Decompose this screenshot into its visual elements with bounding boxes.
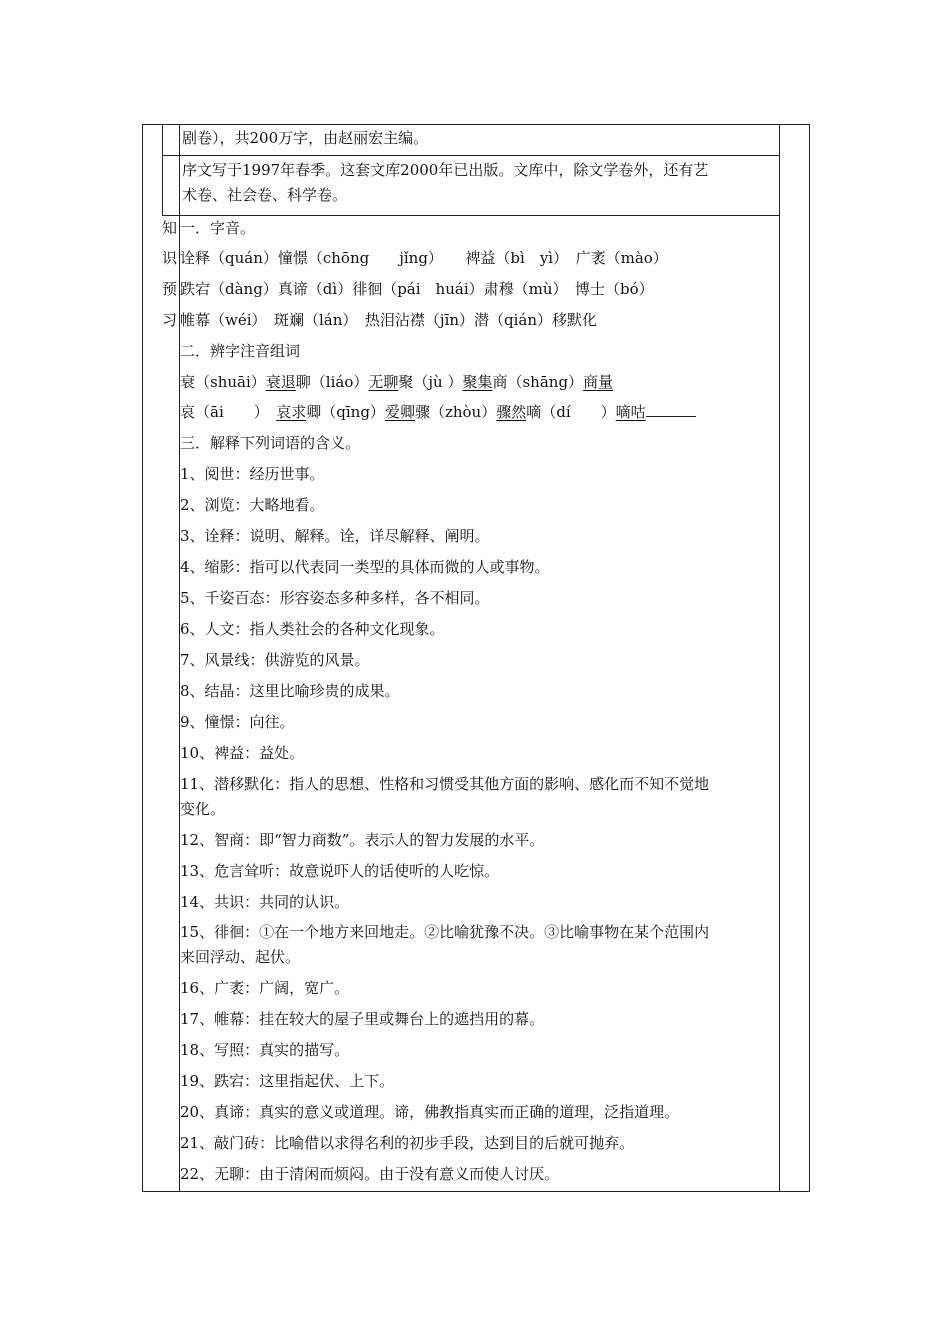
definition-item: 13、危言耸听：故意说吓人的话使听的人吃惊。 — [180, 862, 500, 880]
table-border-top — [142, 124, 810, 125]
answer-blank — [646, 402, 696, 417]
definition-item: 7、风景线：供游览的风景。 — [180, 651, 370, 669]
word-answer: 哀求 — [276, 403, 307, 421]
side-label-char: 知 — [162, 219, 178, 237]
top-row-text: 剧卷），共200万字，由赵丽宏主编。 — [182, 129, 429, 147]
distinguish-row-1 — [180, 372, 613, 392]
char-pinyin: 卿（qīng） — [306, 403, 385, 421]
definition-item: 12、智商：即“智力商数”。表示人的智力发展的水平。 — [180, 831, 545, 849]
pronunciation-row: 跌宕（dàng）真谛（dì）徘徊（pái huái）肃穆（mù） 博士（bó） — [180, 280, 654, 298]
word-answer: 无聊 — [368, 373, 399, 391]
row-divider-1 — [162, 155, 779, 156]
definition-item: 22、无聊：由于清闲而烦闷。由于没有意义而使人讨厌。 — [180, 1165, 560, 1183]
table-border-bottom — [142, 1191, 810, 1192]
char-pinyin: 嘀（dí ） — [526, 403, 616, 421]
definition-item: 16、广袤：广阔，宽广。 — [180, 979, 350, 997]
pronunciation-row: 帷幕（wéi） 斑斓（lán） 热泪沾襟（jīn）潜（qián）移默化 — [180, 311, 598, 329]
side-label-char: 预 — [162, 280, 178, 298]
char-pinyin: 商（shāng） — [492, 373, 584, 391]
char-pinyin: 骤（zhòu） — [414, 403, 497, 421]
word-answer: 衰退 — [265, 373, 296, 391]
char-pinyin: 衰（shuāi） — [180, 373, 266, 391]
definition-item: 8、结晶：这里比喻珍贵的成果。 — [180, 682, 400, 700]
definition-item: 17、帷幕：挂在较大的屋子里或舞台上的遮挡用的幕。 — [180, 1010, 545, 1028]
definition-item: 20、真谛：真实的意义或道理。谛，佛教指真实而正确的道理，泛指道理。 — [180, 1103, 680, 1121]
char-pinyin: 聊（liáo） — [295, 373, 369, 391]
definition-item: 10、裨益：益处。 — [180, 744, 305, 762]
definition-item: 21、敲门砖：比喻借以求得名利的初步手段，达到目的后就可抛弃。 — [180, 1134, 635, 1152]
definition-item: 18、写照：真实的描写。 — [180, 1041, 350, 1059]
table-content-right-line — [779, 124, 780, 1191]
word-answer: 商量 — [583, 373, 614, 391]
side-label-char: 习 — [162, 311, 178, 329]
char-pinyin: 聚（jù ） — [398, 373, 463, 391]
definition-item: 6、人文：指人类社会的各种文化现象。 — [180, 620, 445, 638]
definition-item: 1、阅世：经历世事。 — [180, 465, 325, 483]
definition-item: 3、诠释：说明、解释。诠，详尽解释、阐明。 — [180, 527, 490, 545]
row-divider-2 — [162, 215, 779, 216]
pronunciation-row: 诠释（quán）憧憬（chōng jǐng） 裨益（bì yì） 广袤（mào） — [180, 249, 668, 267]
distinguish-row-2 — [180, 402, 696, 422]
definition-item: 4、缩影：指可以代表同一类型的具体而微的人或事物。 — [180, 558, 550, 576]
section-heading-pronunciation: 一．字音。 — [180, 219, 256, 237]
definition-item: 2、浏览：大略地看。 — [180, 496, 325, 514]
char-pinyin: 哀（āi ） — [180, 403, 277, 421]
word-answer: 骤然 — [496, 403, 527, 421]
definition-item: 14、共识：共同的认识。 — [180, 893, 350, 911]
definition-item-continued: 来回浮动、起伏。 — [180, 948, 301, 966]
preface-text-line-1: 序文写于1997年春季。这套文库2000年已出版。文库中，除文学卷外，还有艺 — [182, 161, 709, 179]
preface-text-line-2: 术卷、社会卷、科学卷。 — [182, 186, 348, 204]
table-border-right — [809, 124, 810, 1191]
side-label-char: 识 — [162, 249, 178, 267]
word-answer: 聚集 — [462, 373, 493, 391]
table-border-left — [142, 124, 143, 1191]
definition-item-continued: 变化。 — [180, 800, 226, 818]
section-heading-definitions: 三．解释下列词语的含义。 — [180, 434, 361, 452]
word-answer: 爱卿 — [384, 403, 415, 421]
definition-item: 5、千姿百态：形容姿态多种多样，各不相同。 — [180, 589, 490, 607]
definition-item: 15、徘徊：①在一个地方来回地走。②比喻犹豫不决。③比喻事物在某个范围内 — [180, 923, 710, 941]
section-heading-distinguish-characters: 二．辨字注音组词 — [180, 342, 301, 360]
definition-item: 9、憧憬：向往。 — [180, 713, 295, 731]
definition-item: 11、潜移默化：指人的思想、性格和习惯受其他方面的影响、感化而不知不觉地 — [180, 775, 710, 793]
definition-item: 19、跌宕：这里指起伏、上下。 — [180, 1072, 395, 1090]
word-answer: 嘀咕 — [615, 403, 646, 421]
table-inner-left-line — [162, 124, 163, 216]
